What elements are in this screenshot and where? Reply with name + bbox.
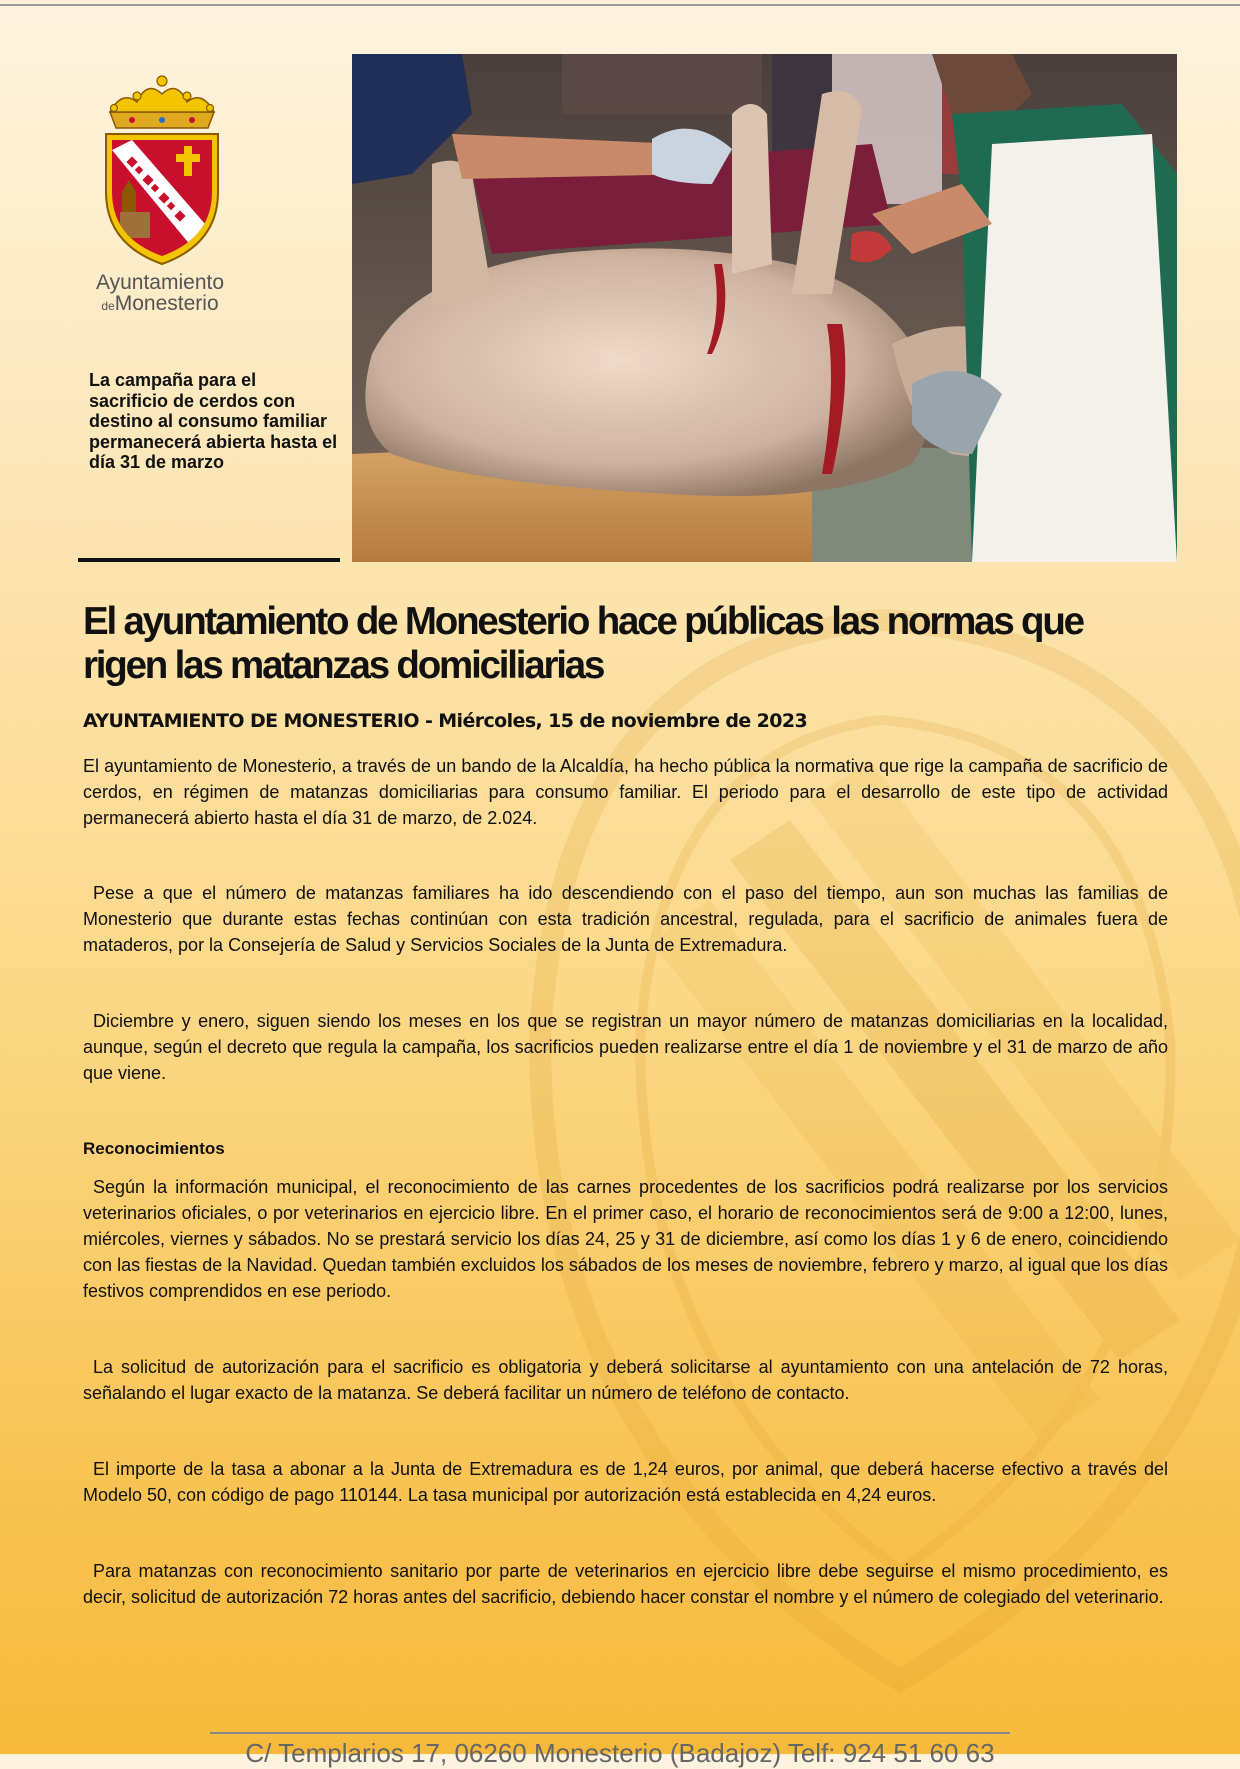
footer-address: C/ Templarios 17, 06260 Monesterio (Badajoz) Telf: 924 51 60 63	[245, 1738, 995, 1768]
brand-line-2: deMonesterio	[101, 292, 219, 315]
brand-line-1: Ayuntamiento	[95, 271, 225, 294]
paragraph: La solicitud de autorización para el sacrificio es obligatoria y deberá solicitarse al ayuntamiento con una antelación de 72 horas, señalando el lugar exacto de la matanza. Se deberá facilitar un número de teléfono de contacto.	[83, 1357, 1168, 1403]
paragraph: Para matanzas con reconocimiento sanitario por parte de veterinarios en ejercicio libre debe seguirse el mismo procedimiento, es decir, solicitud de autorización 72 horas antes del sacrificio, debiendo hacer constar el nombre y el número de colegiado del veterinario.	[83, 1561, 1168, 1607]
footer-rule	[210, 1732, 1010, 1734]
section-heading: Reconocimientos	[83, 1139, 225, 1158]
paragraph: Según la información municipal, el reconocimiento de las carnes procedentes de los sacrificios podrá realizarse por los servicios veterinarios oficiales, o por veterinarios en ejercicio libre. En el primer caso, el horario de reconocimientos será de 9:00 a 12:00, lunes, miércoles, viernes y sábados. No se prestará servicio los días 24, 25 y 31 de diciembre, así como los días 1 y 6 de enero, coincidiendo con las fiestas de la Navidad. Quedan también excluidos los sábados de los meses de noviembre, febrero y marzo, al igual que los días festivos comprendidos en ese periodo.	[83, 1177, 1168, 1301]
sidebar-highlight: La campaña para el sacrificio de cerdos con destino al consumo familiar permanecerá abierta hasta el día 31 de marzo	[89, 370, 338, 472]
article-headline: El ayuntamiento de Monesterio hace públicas las normas que rigen las matanzas domiciliarias	[83, 600, 1083, 687]
article-dateline: AYUNTAMIENTO DE MONESTERIO - Miércoles, 15 de noviembre de 2023	[83, 710, 808, 732]
article-body	[83, 753, 1168, 1660]
coat-of-arms-logo	[92, 72, 232, 268]
article-photo	[352, 54, 1177, 562]
paragraph: Diciembre y enero, siguen siendo los meses en los que se registran un mayor número de matanzas domiciliarias en la localidad, aunque, según el decreto que regula la campaña, los sacrificios pueden realizarse entre el día 1 de noviembre y el 31 de marzo de año que viene.	[83, 1011, 1168, 1083]
paragraph: El ayuntamiento de Monesterio, a través de un bando de la Alcaldía, ha hecho pública la normativa que rige la campaña de sacrificio de cerdos, en régimen de matanzas domiciliarias para consumo familiar. El periodo para el desarrollo de este tipo de actividad permanecerá abierto hasta el día 31 de marzo, de 2.024.	[83, 756, 1168, 828]
paragraph: Pese a que el número de matanzas familiares ha ido descendiendo con el paso del tiempo, aun son muchas las familias de Monesterio que durante estas fechas continúan con esta tradición ancestral, regulada, para el sacrificio de animales fuera de mataderos, por la Consejería de Salud y Servicios Sociales de la Junta de Extremadura.	[83, 883, 1168, 955]
paragraph: El importe de la tasa a abonar a la Junta de Extremadura es de 1,24 euros, por animal, que deberá hacerse efectivo a través del Modelo 50, con código de pago 110144. La tasa municipal por autorización está establecida en 4,24 euros.	[83, 1459, 1168, 1505]
brand-wordmark	[70, 272, 250, 314]
top-border	[0, 4, 1240, 6]
sidebar-rule	[78, 558, 340, 562]
